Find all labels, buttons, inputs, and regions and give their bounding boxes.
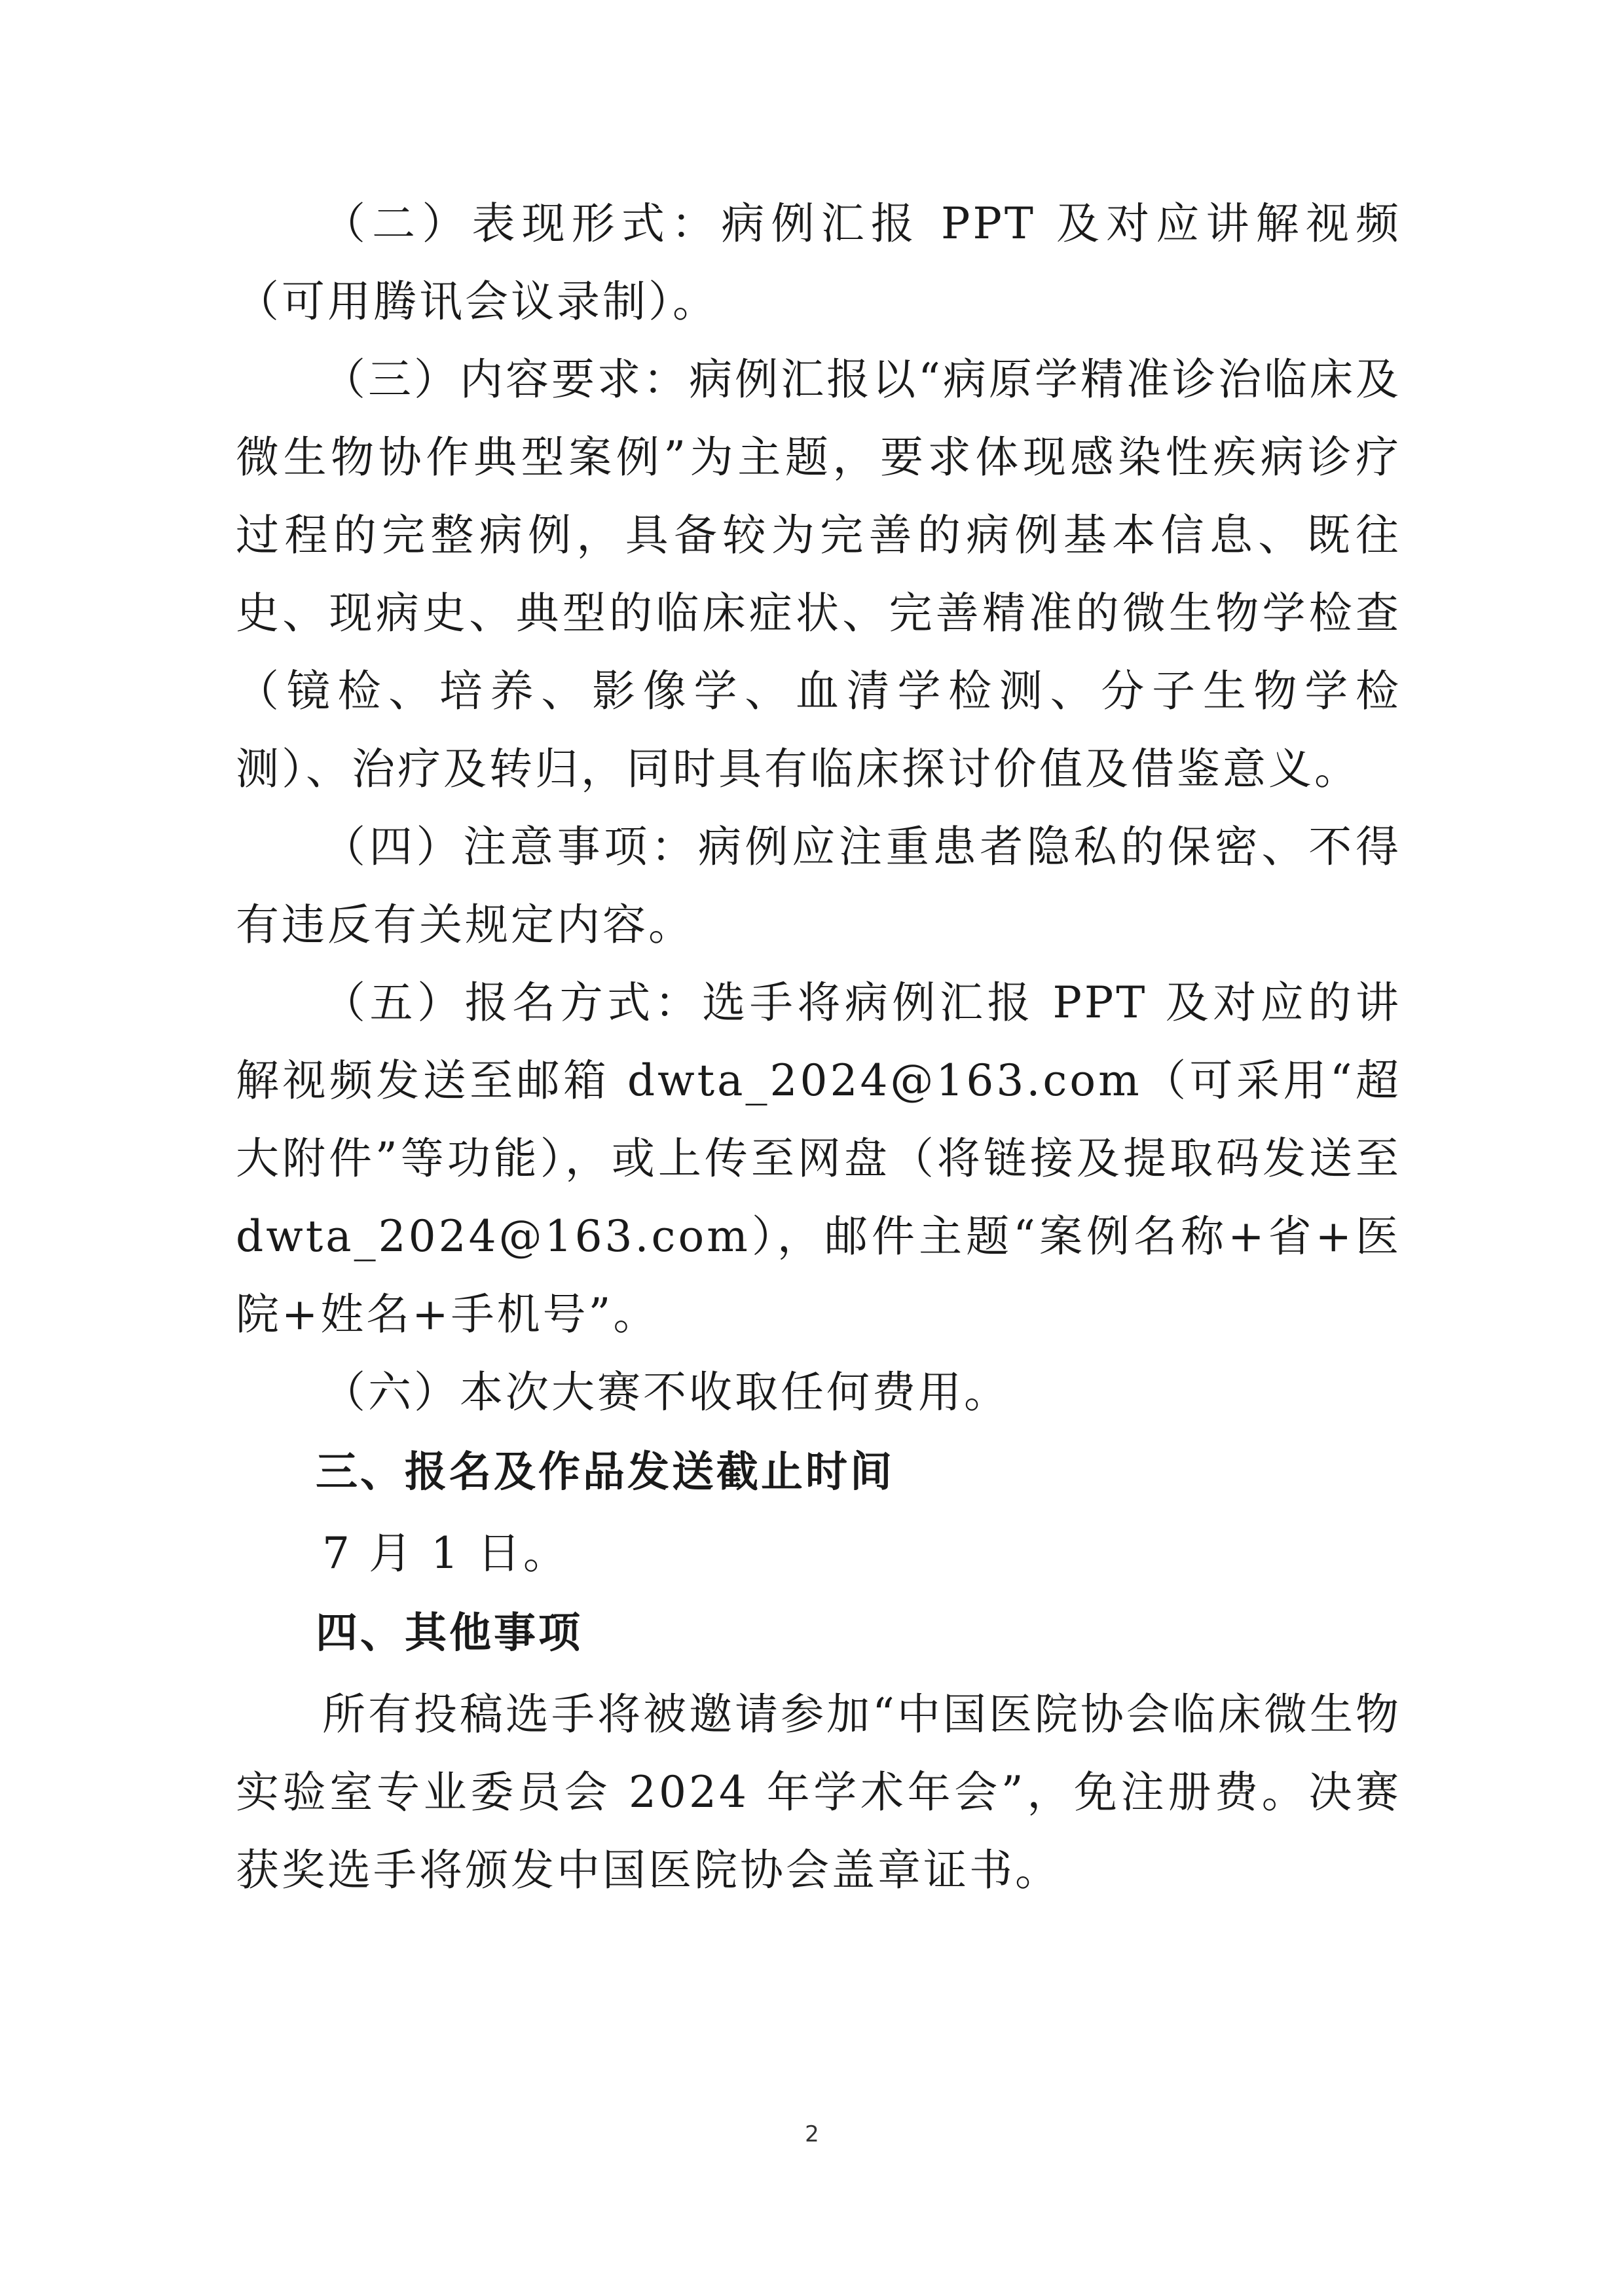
section-heading-other: 四、其他事项 [316,1609,583,1658]
paragraph-presentation-format: （二）表现形式：病例汇报 PPT 及对应讲解视频（可用腾讯会议录制）。 [236,198,1401,327]
paragraph-content-requirements: （三）内容要求：病例汇报以“病原学精准诊治临床及微生物协作典型案例”为主题，要求体现感染性疾病诊疗过程的完整病例，具备较为完善的病例基本信息、既往史、现病史、典型的临床症状、完善精准的微生物学检查（镜检、培养、影像学、血清学检测、分子生物学检测）、治疗及转归，同时具有临床探讨价值及借鉴意义。 [236,354,1401,794]
page-number: 2 [805,2121,819,2147]
paragraph-deadline-date: 7 月 1 日。 [322,1528,569,1578]
document-body [236,185,1401,1909]
paragraph-fees: （六）本次大赛不收取任何费用。 [322,1367,1010,1417]
paragraph-other-matters: 所有投稿选手将被邀请参加“中国医院协会临床微生物实验室专业委员会 2024 年学术年会”，免注册费。决赛获奖选手将颁发中国医院协会盖章证书。 [236,1689,1401,1895]
paragraph-registration-method: （五）报名方式：选手将病例汇报 PPT 及对应的讲解视频发送至邮箱 dwta_2024@163.com（可采用“超大附件”等功能），或上传至网盘（将链接及提取码发送至 dwta_2024@163.com），邮件主题“案例名称+省+医院+姓名+手机号”。 [236,977,1401,1339]
section-heading-deadline: 三、报名及作品发送截止时间 [316,1448,895,1497]
paragraph-notes: （四）注意事项：病例应注重患者隐私的保密、不得有违反有关规定内容。 [236,822,1401,950]
